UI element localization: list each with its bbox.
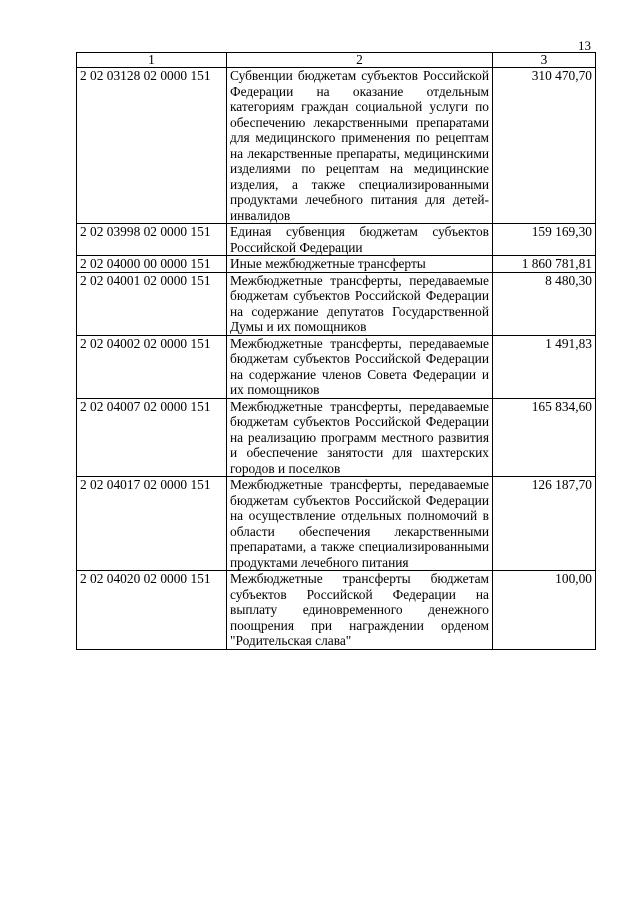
row-amount: 126 187,70 (493, 477, 596, 571)
row-code: 2 02 04002 02 0000 151 (77, 335, 227, 398)
header-col-code: 1 (77, 53, 227, 68)
row-name: Межбюджетные трансферты, передаваемые бюджетам субъектов Российской Федерации на содержание членов Совета Федерации и их помощников (227, 335, 493, 398)
row-amount: 8 480,30 (493, 272, 596, 335)
table-body (77, 68, 596, 650)
row-amount: 165 834,60 (493, 398, 596, 477)
row-amount: 310 470,70 (493, 68, 596, 224)
row-name: Межбюджетные трансферты, передаваемые бюджетам субъектов Российской Федерации на реализацию программ местного развития и обеспечение занятости для шахтерских городов и поселков (227, 398, 493, 477)
row-code: 2 02 03128 02 0000 151 (77, 68, 227, 224)
row-code: 2 02 03998 02 0000 151 (77, 224, 227, 256)
row-name: Межбюджетные трансферты, передаваемые бюджетам субъектов Российской Федерации на содержание депутатов Государственной Думы и их помощников (227, 272, 493, 335)
row-name: Межбюджетные трансферты бюджетам субъектов Российской Федерации на выплату единовременного денежного поощрения при награждении орденом "Родительская слава" (227, 571, 493, 650)
table-row (77, 68, 596, 224)
row-amount: 1 491,83 (493, 335, 596, 398)
budget-table (76, 52, 596, 650)
row-name: Иные межбюджетные трансферты (227, 256, 493, 273)
table-row (77, 571, 596, 650)
row-code: 2 02 04017 02 0000 151 (77, 477, 227, 571)
table-row (77, 477, 596, 571)
table-row (77, 256, 596, 273)
row-amount: 100,00 (493, 571, 596, 650)
page-number: 13 (578, 38, 591, 53)
table-header (77, 53, 596, 68)
row-code: 2 02 04007 02 0000 151 (77, 398, 227, 477)
row-amount: 159 169,30 (493, 224, 596, 256)
row-amount: 1 860 781,81 (493, 256, 596, 273)
header-col-name: 2 (227, 53, 493, 68)
row-code: 2 02 04020 02 0000 151 (77, 571, 227, 650)
row-code: 2 02 04000 00 0000 151 (77, 256, 227, 273)
header-row (77, 53, 596, 68)
row-name: Субвенции бюджетам субъектов Российской Федерации на оказание отдельным категориям граждан социальной услуги по обеспечению лекарственными препаратами для медицинского применения по рецептам на лекарственные препараты, медицинскими изделиями по рецептам на медицинские изделия, а также специализированными продуктами лечебного питания для детей-инвалидов (227, 68, 493, 224)
table-row (77, 272, 596, 335)
table-row (77, 224, 596, 256)
header-col-amount: 3 (493, 53, 596, 68)
table-row (77, 335, 596, 398)
row-name: Единая субвенция бюджетам субъектов Российской Федерации (227, 224, 493, 256)
table-row (77, 398, 596, 477)
row-code: 2 02 04001 02 0000 151 (77, 272, 227, 335)
row-name: Межбюджетные трансферты, передаваемые бюджетам субъектов Российской Федерации на осуществление отдельных полномочий в области обеспечения лекарственными препаратами, а также специализированными продуктами лечебного питания (227, 477, 493, 571)
